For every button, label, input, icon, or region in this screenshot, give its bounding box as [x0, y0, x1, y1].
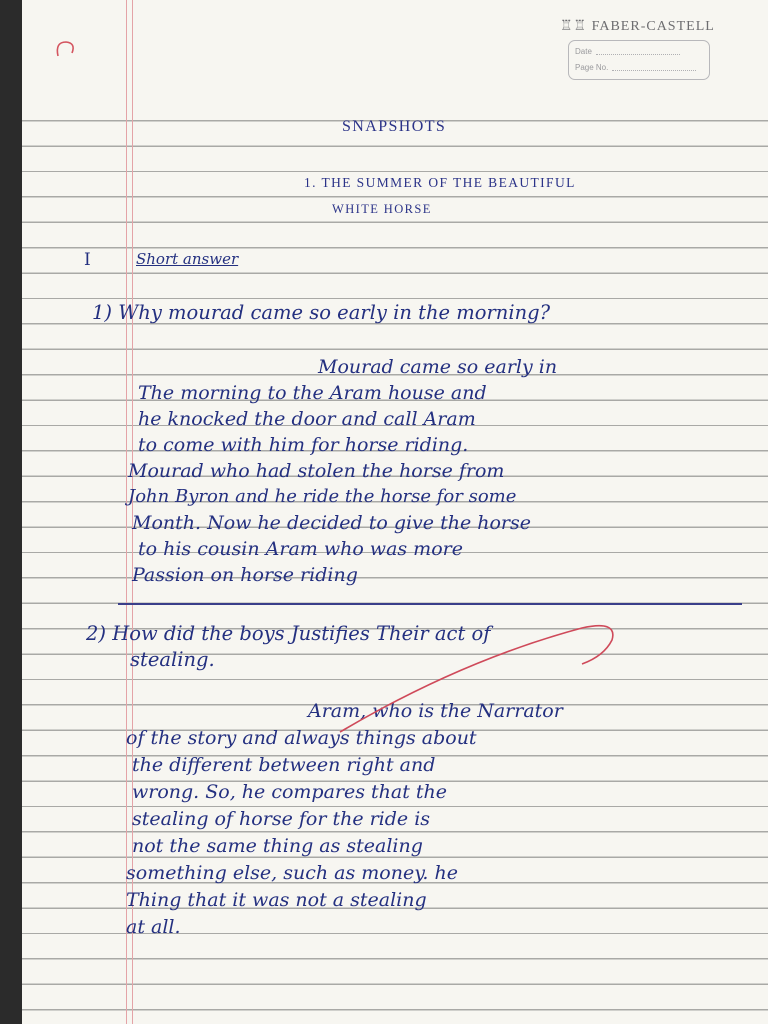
answer-1-line: Mourad came so early in	[318, 356, 558, 378]
answer-1-line: Mourad who had stolen the horse from	[128, 460, 505, 482]
question-1: 1) Why mourad came so early in the morning?	[92, 301, 551, 324]
brand-logo-icon: ♖♖	[560, 19, 592, 34]
answer-2-line: Aram, who is the Narrator	[308, 700, 563, 722]
answer-2-line: something else, such as money. he	[126, 862, 458, 884]
answer-2-line: at all.	[126, 916, 181, 938]
section-title: Short answer	[136, 250, 239, 268]
answer-1-line: The morning to the Aram house and	[138, 382, 487, 404]
answer-1-line: to his cousin Aram who was more	[138, 538, 463, 560]
answer-1-line: John Byron and he ride the horse for some	[128, 486, 517, 507]
question-2-line: 2) How did the boys Justifies Their act of	[86, 622, 491, 645]
answer-2-line: not the same thing as stealing	[132, 835, 423, 857]
chapter-title-line-2: WHITE HORSE	[332, 202, 432, 216]
answer-1-line: Passion on horse riding	[132, 564, 358, 586]
answer-1-line: Month. Now he decided to give the horse	[132, 512, 531, 534]
answer-2-line: stealing of horse for the ride is	[132, 808, 431, 830]
answer-1-line: he knocked the door and call Aram	[138, 408, 476, 430]
answer-2-line: the different between right and	[132, 754, 436, 776]
chapter-title-line-1: 1. THE SUMMER OF THE BEAUTIFUL	[304, 175, 576, 190]
brand-logo: ♖♖ FABER-CASTELL	[560, 19, 715, 34]
date-field: Date	[575, 47, 680, 56]
answer-2-line: wrong. So, he compares that the	[132, 781, 448, 803]
answer-2-line: of the story and always things about	[126, 727, 477, 749]
question-2-line: stealing.	[130, 648, 215, 671]
answer-1-line: to come with him for horse riding.	[138, 434, 469, 456]
section-numeral: I	[84, 250, 91, 270]
red-correction-stroke	[22, 0, 768, 1024]
subject-heading: SNAPSHOTS	[342, 118, 447, 135]
answer-2-line: Thing that it was not a stealing	[126, 889, 427, 911]
notebook-page	[22, 0, 768, 1024]
page-no-field: Page No.	[575, 63, 696, 72]
